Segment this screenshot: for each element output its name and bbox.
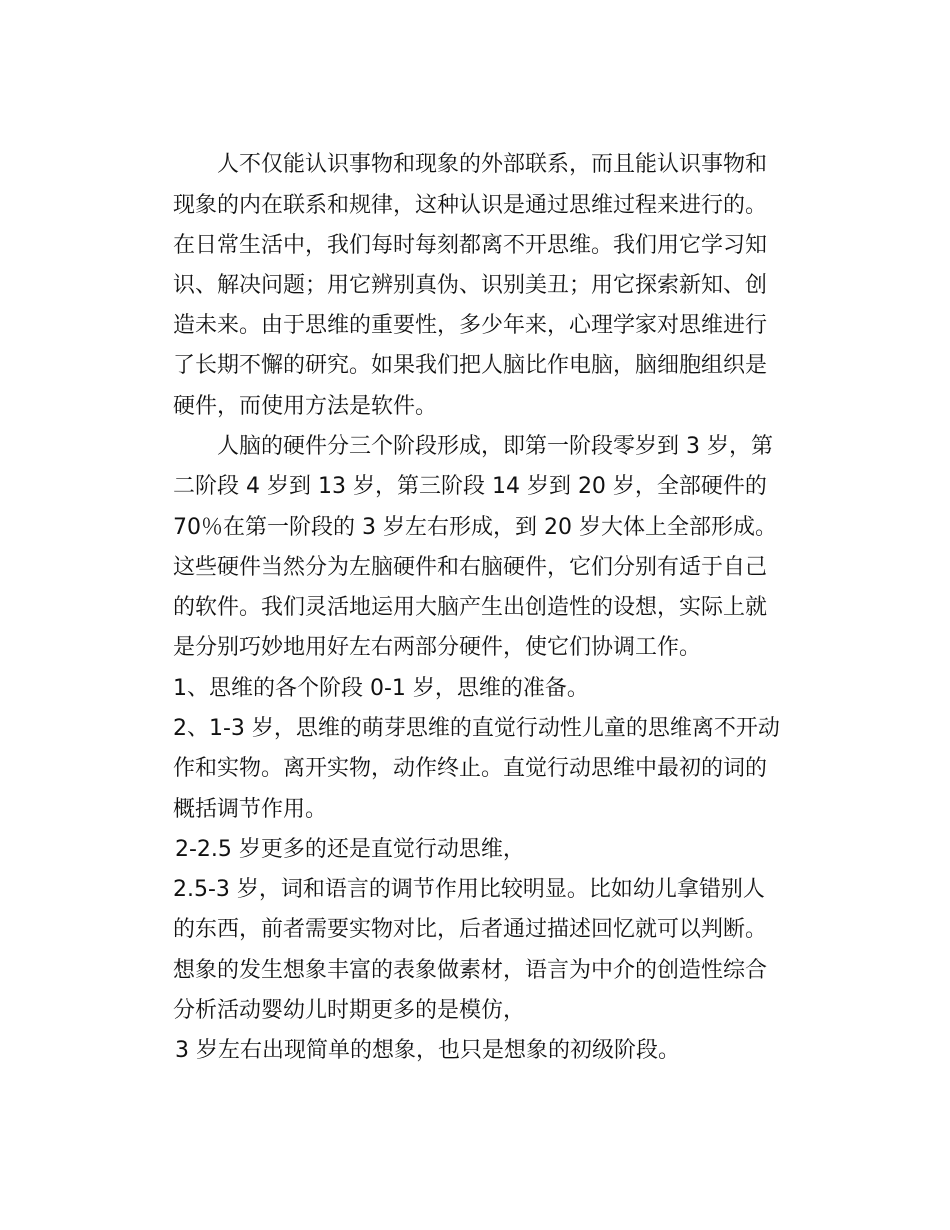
text-line: 2、1-3 岁，思维的萌芽思维的直觉行动性儿童的思维离不开动 — [173, 716, 780, 741]
text-line: 70％在第一阶段的 3 岁左右形成，到 20 岁大体上全部形成。 — [173, 515, 777, 540]
text-line: 现象的内在联系和规律，这种认识是通过思维过程来进行的。 — [173, 193, 768, 218]
text-line: 硬件，而使用方法是软件。 — [173, 394, 438, 419]
text-line: 2-2.5 岁更多的还是直觉行动思维， — [175, 837, 525, 862]
text-line: 1、思维的各个阶段 0-1 岁，思维的准备。 — [173, 676, 589, 701]
text-line: 在日常生活中，我们每时每刻都离不开思维。我们用它学习知 — [173, 233, 768, 258]
text-line: 人脑的硬件分三个阶段形成，即第一阶段零岁到 3 岁，第 — [217, 434, 773, 459]
text-line: 概括调节作用。 — [173, 797, 328, 822]
text-line: 作和实物。离开实物，动作终止。直觉行动思维中最初的词的 — [173, 756, 768, 781]
text-line: 3 岁左右出现简单的想象，也只是想象的初级阶段。 — [175, 1038, 680, 1063]
text-line: 了长期不懈的研究。如果我们把人脑比作电脑，脑细胞组织是 — [173, 353, 768, 378]
text-line: 2.5-3 岁，词和语言的调节作用比较明显。比如幼儿拿错别人 — [173, 877, 765, 902]
text-line: 的软件。我们灵活地运用大脑产生出创造性的设想，实际上就 — [173, 595, 768, 620]
text-line: 是分别巧妙地用好左右两部分硬件，使它们协调工作。 — [173, 635, 702, 660]
text-line: 人不仅能认识事物和现象的外部联系，而且能认识事物和 — [217, 152, 768, 177]
text-line: 想象的发生想象丰富的表象做素材，语言为中介的创造性综合 — [173, 958, 768, 983]
text-line: 二阶段 4 岁到 13 岁，第三阶段 14 岁到 20 岁，全部硬件的 — [173, 474, 767, 499]
text-line: 造未来。由于思维的重要性，多少年来，心理学家对思维进行 — [173, 313, 768, 338]
text-line: 识、解决问题；用它辨别真伪、识别美丑；用它探索新知、创 — [173, 273, 768, 298]
text-line: 分析活动婴幼儿时期更多的是模仿， — [173, 998, 526, 1023]
text-line: 的东西，前者需要实物对比，后者通过描述回忆就可以判断。 — [173, 917, 768, 942]
text-line: 这些硬件当然分为左脑硬件和右脑硬件，它们分别有适于自己 — [173, 555, 768, 580]
